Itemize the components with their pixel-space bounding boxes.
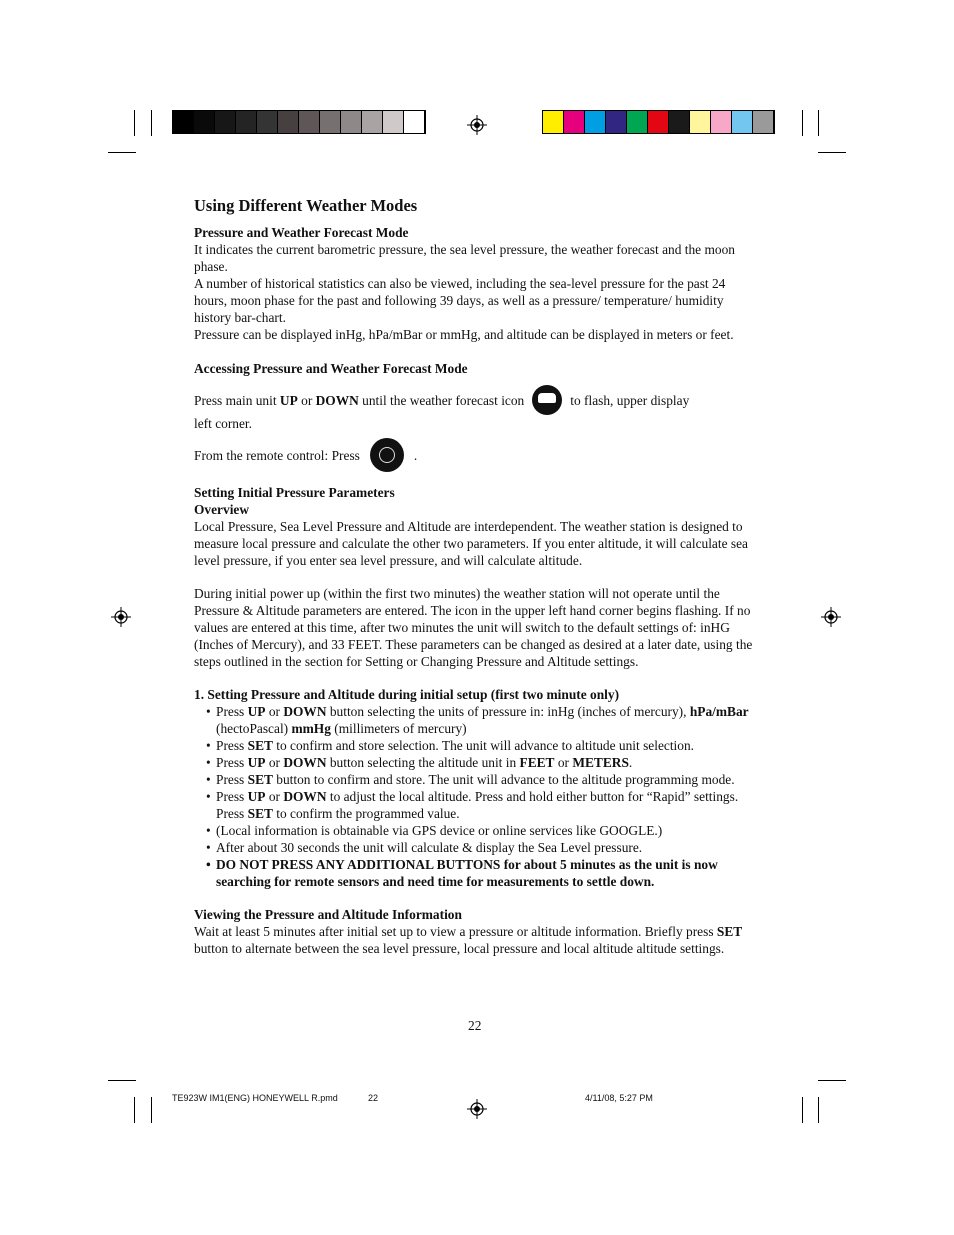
paragraph: During initial power up (within the first two minutes) the weather station will not operate until the Pressure & Altitude parameters are entered. The icon in the upper left hand corner begins flashing. If no values are entered at this time, after two minutes the unit will switch to the default settings of: inHG (Inches of Mercury), and 33 FEET. These parameters can be changed as desired at a later date, using the steps outlined in the section for Setting or Changing Pressure and Altitude settings. xyxy=(194,586,753,669)
list-item: • Press UP or DOWN to adjust the local altitude. Press and hold either button for “Rapid” settings. Press SET to confirm the programmed value. xyxy=(206,788,754,822)
section-heading: Viewing the Pressure and Altitude Information xyxy=(194,907,462,922)
list-item: • Press SET button to confirm and store. The unit will advance to the altitude programming mode. xyxy=(206,771,754,788)
list-item-warning: • DO NOT PRESS ANY ADDITIONAL BUTTONS for about 5 minutes as the unit is now searching for remote sensors and need time for measurements to settle down. xyxy=(206,856,754,890)
list-item: • After about 30 seconds the unit will calculate & display the Sea Level pressure. xyxy=(206,839,754,856)
color-swatch xyxy=(564,111,585,133)
color-swatch xyxy=(257,111,278,133)
color-swatch xyxy=(173,111,194,133)
crop-mark xyxy=(134,1097,135,1123)
instruction-line xyxy=(194,385,754,415)
color-swatch xyxy=(404,111,425,133)
instruction-list xyxy=(194,703,754,890)
color-swatch xyxy=(648,111,669,133)
footer-filename: TE923W IM1(ENG) HONEYWELL R.pmd xyxy=(172,1093,338,1103)
remote-button-icon xyxy=(370,438,404,472)
instruction-line xyxy=(194,438,754,472)
color-swatch xyxy=(711,111,732,133)
list-item: • (Local information is obtainable via GPS device or online services like GOOGLE.) xyxy=(206,822,754,839)
crop-mark xyxy=(818,1097,819,1123)
page-title: Using Different Weather Modes xyxy=(194,196,418,215)
color-swatch xyxy=(543,111,564,133)
text: to flash, upper display xyxy=(570,392,690,408)
color-swatch xyxy=(215,111,236,133)
color-swatch xyxy=(362,111,383,133)
process-color-bar xyxy=(542,110,775,134)
paragraph: Pressure can be displayed inHg, hPa/mBar or mmHg, and altitude can be displayed in meters or feet. xyxy=(194,327,734,342)
text: From the remote control: Press xyxy=(194,447,360,463)
page-number: 22 xyxy=(468,1018,482,1033)
color-swatch xyxy=(299,111,320,133)
weather-forecast-icon xyxy=(532,385,562,415)
color-swatch xyxy=(732,111,753,133)
crop-mark xyxy=(151,1097,152,1123)
text: Press main unit UP or DOWN until the weather forecast icon xyxy=(194,392,525,408)
crop-mark xyxy=(818,1080,846,1081)
page-content xyxy=(194,196,754,957)
color-swatch xyxy=(690,111,711,133)
footer-page: 22 xyxy=(368,1093,379,1103)
color-swatch xyxy=(585,111,606,133)
list-item: • Press UP or DOWN button selecting the altitude unit in FEET or METERS. xyxy=(206,754,754,771)
paragraph: Wait at least 5 minutes after initial set up to view a pressure or altitude information. Briefly press SET button to alternate between the sea level pressure, local pressure and local altitude altitude settings. xyxy=(194,924,743,956)
grayscale-color-bar xyxy=(172,110,426,134)
color-swatch xyxy=(236,111,257,133)
color-swatch xyxy=(606,111,627,133)
crop-mark xyxy=(108,152,136,153)
color-swatch xyxy=(194,111,215,133)
registration-mark-icon xyxy=(111,607,131,627)
list-item: • Press SET to confirm and store selection. The unit will advance to altitude unit selection. xyxy=(206,737,754,754)
section-heading: Accessing Pressure and Weather Forecast Mode xyxy=(194,361,468,376)
registration-mark-icon xyxy=(467,1099,487,1119)
registration-mark-icon xyxy=(821,607,841,627)
crop-mark xyxy=(108,1080,136,1081)
section-heading: Setting Initial Pressure Parameters xyxy=(194,485,395,500)
paragraph: It indicates the current barometric pressure, the sea level pressure, the weather forecast and the moon phase. xyxy=(194,242,735,274)
crop-mark xyxy=(818,110,819,136)
text: . xyxy=(413,447,418,463)
color-swatch xyxy=(627,111,648,133)
color-swatch xyxy=(320,111,341,133)
registration-mark-icon xyxy=(467,115,487,135)
crop-mark xyxy=(818,152,846,153)
section-heading: Pressure and Weather Forecast Mode xyxy=(194,225,409,240)
color-swatch xyxy=(753,111,774,133)
crop-mark xyxy=(802,1097,803,1123)
crop-mark xyxy=(151,110,152,136)
paragraph: A number of historical statistics can also be viewed, including the sea-level pressure for the past 24 hours, moon phase for the past and following 39 days, as well as a pressure/ temperature/ humidity history bar-chart. xyxy=(194,276,726,325)
paragraph: Local Pressure, Sea Level Pressure and Altitude are interdependent. The weather station is designed to measure local pressure and calculate the other two parameters. If you enter altitude, it will calculate sea level pressure, if you enter sea level pressure, and will calculate altitude. xyxy=(194,519,748,568)
crop-mark xyxy=(134,110,135,136)
paragraph: left corner. xyxy=(194,416,252,431)
color-swatch xyxy=(341,111,362,133)
color-swatch xyxy=(669,111,690,133)
list-item: • Press UP or DOWN button selecting the units of pressure in: inHg (inches of mercury), hPa/mBar (hectoPascal) mmHg (millimeters of mercury) xyxy=(206,703,754,737)
footer-date: 4/11/08, 5:27 PM xyxy=(585,1093,653,1103)
crop-mark xyxy=(802,110,803,136)
section-heading: 1. Setting Pressure and Altitude during initial setup (first two minute only) xyxy=(194,687,620,702)
section-subheading: Overview xyxy=(194,502,250,517)
color-swatch xyxy=(383,111,404,133)
color-swatch xyxy=(278,111,299,133)
